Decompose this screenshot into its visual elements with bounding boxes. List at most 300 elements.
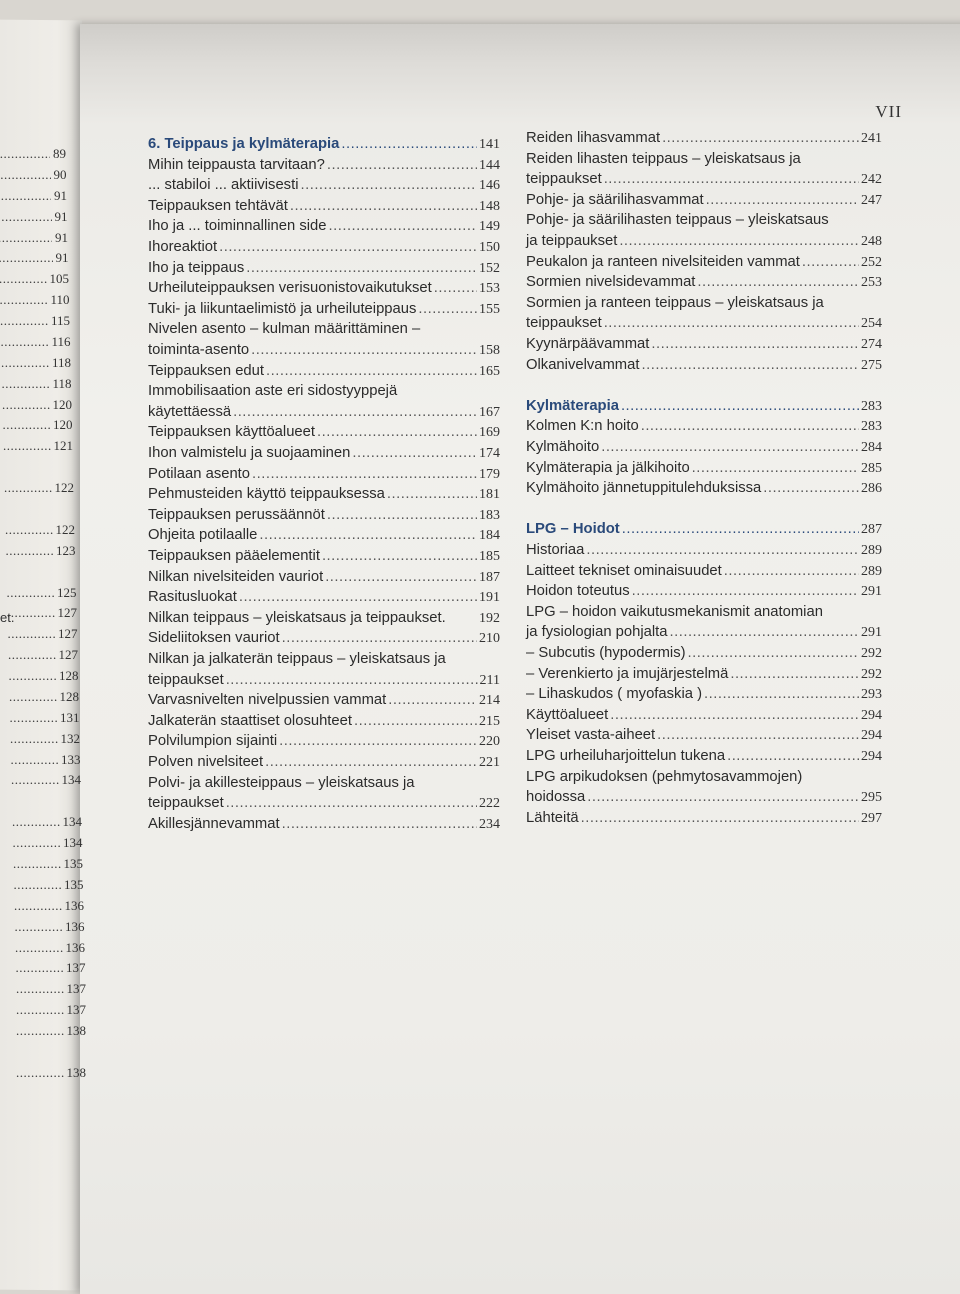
toc-section-heading bbox=[526, 521, 882, 541]
page-ref: 132 bbox=[60, 730, 80, 746]
page-ref: 134 bbox=[62, 814, 82, 830]
toc-entry-title: Hoidon toteutus bbox=[526, 583, 630, 600]
toc-entry-title: – Subcutis (hypodermis) bbox=[526, 645, 686, 661]
toc-entry bbox=[526, 460, 882, 480]
dot-leader bbox=[13, 856, 61, 872]
page-ref: 122 bbox=[55, 521, 75, 537]
dot-leader bbox=[3, 417, 51, 433]
toc-entry-title: Teippauksen edut bbox=[148, 362, 264, 379]
dot-leader bbox=[651, 336, 859, 352]
toc-entry-title: Rasitusluokat bbox=[148, 589, 237, 606]
dot-leader bbox=[9, 689, 57, 705]
toc-entry bbox=[148, 301, 500, 321]
left-page-number bbox=[11, 752, 81, 768]
toc-entry-title: Käyttöalueet bbox=[526, 706, 609, 723]
page-ref: 127 bbox=[57, 605, 77, 621]
left-page-number bbox=[16, 960, 86, 976]
dot-leader bbox=[282, 630, 477, 646]
left-page-number bbox=[1, 355, 71, 371]
left-page-number bbox=[3, 438, 73, 454]
dot-leader bbox=[621, 398, 859, 414]
toc-entry-title: Ihoreaktiot bbox=[148, 239, 218, 255]
toc-entry-title: Nilkan ja jalkaterän teippaus – yleiskatsaus ja bbox=[148, 651, 446, 667]
dot-leader bbox=[0, 271, 47, 287]
page-ref: 118 bbox=[51, 354, 71, 370]
toc-entry-page: 248 bbox=[861, 234, 882, 249]
dot-leader bbox=[252, 466, 477, 482]
toc-entry-title: 6. Teippaus ja kylmäterapia bbox=[148, 136, 340, 152]
toc-section-heading bbox=[148, 136, 500, 156]
toc-entry-title: Iho ja ... toiminnallinen side bbox=[148, 218, 327, 235]
toc-entry-page: 283 bbox=[861, 419, 882, 435]
page-ref: 110 bbox=[50, 292, 70, 308]
dot-leader bbox=[327, 157, 477, 173]
toc-entry-title: teippaukset bbox=[148, 795, 224, 812]
left-page-number bbox=[0, 313, 70, 329]
toc-entry-title: Sideliitoksen vauriot bbox=[148, 630, 280, 647]
toc-entry-title: – Lihaskudos ( myofaskia ) bbox=[526, 686, 702, 703]
toc-entry bbox=[148, 795, 500, 815]
dot-leader bbox=[0, 209, 52, 225]
dot-leader bbox=[4, 480, 52, 496]
toc-entry bbox=[526, 563, 882, 583]
toc-entry bbox=[148, 177, 500, 197]
dot-leader bbox=[704, 686, 859, 702]
toc-entry-page: 292 bbox=[861, 646, 882, 661]
page-ref: 91 bbox=[55, 250, 69, 266]
page-ref: 137 bbox=[66, 981, 86, 997]
toc-entry bbox=[526, 542, 882, 562]
left-page-number bbox=[1, 334, 71, 350]
toc-entry-title: Olkanivelvammat bbox=[526, 356, 640, 373]
toc-entry-page: 149 bbox=[479, 219, 500, 235]
dot-leader bbox=[802, 254, 859, 270]
page-ref: 118 bbox=[52, 375, 72, 391]
page-ref: 133 bbox=[61, 751, 81, 767]
left-page-number bbox=[12, 814, 82, 830]
toc-entry-page: 241 bbox=[861, 131, 882, 146]
toc-entry bbox=[148, 713, 500, 733]
toc-entry-title: ... stabiloi ... aktiivisesti bbox=[148, 177, 299, 194]
toc-entry-title: Polvilumpion sijainti bbox=[148, 733, 278, 750]
left-page-number bbox=[13, 835, 83, 851]
toc-entry-title: – Verenkierto ja imujärjestelmä bbox=[526, 665, 729, 682]
dot-leader bbox=[622, 521, 859, 537]
page-ref: 135 bbox=[63, 855, 83, 871]
dot-leader bbox=[8, 647, 56, 663]
toc-entry bbox=[526, 707, 882, 727]
left-page-number bbox=[16, 1023, 86, 1039]
toc-entry-title: Mihin teippausta tarvitaan? bbox=[148, 156, 325, 173]
toc-entry-page: 297 bbox=[861, 810, 882, 826]
page-ref: 115 bbox=[50, 313, 70, 329]
dot-leader bbox=[341, 136, 477, 152]
dot-leader bbox=[12, 814, 60, 830]
left-page-number bbox=[11, 772, 81, 788]
dot-leader bbox=[581, 810, 859, 826]
page-ref: 131 bbox=[60, 709, 80, 725]
toc-entry bbox=[526, 748, 882, 768]
toc-entry-page: 184 bbox=[479, 528, 500, 544]
dot-leader bbox=[0, 188, 51, 204]
toc-entry-title: Historiaa bbox=[526, 542, 585, 558]
toc-entry-title: Ohjeita potilaalle bbox=[148, 527, 258, 544]
toc-entry bbox=[148, 589, 500, 609]
toc-entry-title: käytettäessä bbox=[148, 403, 232, 420]
toc-entry-title: ja teippaukset bbox=[526, 233, 618, 249]
dot-leader bbox=[16, 1065, 64, 1081]
dot-leader bbox=[730, 666, 859, 682]
toc-entry bbox=[148, 692, 500, 712]
toc-entry bbox=[526, 810, 882, 830]
dot-leader bbox=[601, 439, 859, 455]
dot-leader bbox=[706, 192, 859, 208]
left-page-number bbox=[13, 856, 83, 872]
toc-entry bbox=[148, 754, 500, 774]
toc-entry-title: Polvi- ja akillesteippaus – yleiskatsaus ja bbox=[148, 774, 415, 791]
page-ref: 121 bbox=[53, 438, 73, 454]
left-page-number bbox=[0, 167, 67, 183]
toc-entry-page: 247 bbox=[861, 192, 882, 208]
dot-leader bbox=[697, 274, 859, 290]
dot-leader bbox=[219, 239, 477, 255]
dot-leader bbox=[259, 527, 477, 543]
toc-entry-title: Tuki- ja liikuntaelimistö ja urheiluteippaus bbox=[148, 300, 417, 317]
dot-leader bbox=[1, 355, 49, 371]
toc-entry-title: teippaukset bbox=[148, 671, 224, 688]
toc-entry-title: Reiden lihasten teippaus – yleiskatsaus ja bbox=[526, 150, 801, 167]
toc-entry-title: Nivelen asento – kulman määrittäminen – bbox=[148, 321, 421, 338]
dot-leader bbox=[226, 795, 477, 811]
dot-leader bbox=[11, 772, 59, 788]
toc-entry-title: Reiden lihasvammat bbox=[526, 130, 661, 146]
toc-entry bbox=[526, 274, 882, 294]
toc-entry-page: 148 bbox=[479, 198, 500, 214]
toc-entry-page: 222 bbox=[479, 796, 500, 812]
dot-leader bbox=[662, 130, 859, 146]
left-fragment: et. bbox=[0, 610, 15, 625]
left-page-number bbox=[0, 209, 68, 225]
toc-entry-page: 181 bbox=[479, 487, 500, 503]
page-ref: 89 bbox=[53, 146, 66, 161]
dot-leader bbox=[13, 835, 61, 851]
left-page-number bbox=[8, 626, 78, 642]
dot-leader bbox=[14, 877, 62, 893]
toc-entry bbox=[526, 666, 882, 686]
toc-entry-title: Nilkan nivelsiteiden vauriot bbox=[148, 568, 324, 585]
toc-entry-page: 169 bbox=[479, 425, 500, 441]
toc-entry-page: 152 bbox=[479, 260, 500, 276]
toc-entry-title: Kylmähoito jännetuppitulehduksissa bbox=[526, 480, 762, 497]
dot-leader bbox=[388, 692, 477, 708]
toc-entry bbox=[526, 151, 882, 171]
dot-leader bbox=[0, 146, 50, 162]
toc-entry-title: Kylmäterapia bbox=[526, 397, 619, 414]
dot-leader bbox=[657, 727, 859, 743]
toc-entry bbox=[148, 527, 500, 547]
toc-entry bbox=[148, 260, 500, 280]
toc-entry-title: Pohje- ja säärilihasvammat bbox=[526, 191, 704, 208]
page-ref: 105 bbox=[49, 271, 69, 287]
dot-leader bbox=[16, 1002, 64, 1018]
toc-entry-page: 146 bbox=[479, 178, 500, 194]
toc-entry-title: LPG – hoidon vaikutusmekanismit anatomian bbox=[526, 603, 823, 620]
toc-entry bbox=[526, 336, 882, 356]
toc-entry-page: 221 bbox=[479, 755, 500, 770]
toc-section-heading bbox=[526, 398, 882, 418]
toc-entry bbox=[526, 789, 882, 809]
left-page-number bbox=[15, 940, 85, 956]
toc-entry bbox=[526, 233, 882, 253]
dot-leader bbox=[692, 460, 859, 476]
dot-leader bbox=[641, 418, 859, 434]
left-page-number bbox=[0, 271, 69, 287]
page-ref: 138 bbox=[66, 1064, 86, 1080]
toc-entry-page: 211 bbox=[479, 672, 500, 688]
toc-entry-title: hoidossa bbox=[526, 789, 586, 806]
toc-entry bbox=[148, 280, 500, 300]
page-ref: 122 bbox=[54, 480, 74, 496]
toc-entry-title: Laitteet tekniset ominaisuudet bbox=[526, 562, 722, 579]
toc-entry-page: 214 bbox=[479, 693, 500, 709]
toc-entry bbox=[526, 686, 882, 706]
toc-entry-page: 167 bbox=[479, 404, 500, 420]
dot-leader bbox=[325, 569, 477, 585]
dot-leader bbox=[15, 919, 63, 935]
left-page-number bbox=[14, 898, 84, 914]
toc-entry bbox=[526, 192, 882, 212]
toc-entry-page: 174 bbox=[479, 446, 500, 461]
toc-entry bbox=[148, 733, 500, 753]
toc-entry-page: 210 bbox=[479, 631, 500, 647]
left-page-number bbox=[2, 397, 72, 413]
toc-entry bbox=[148, 816, 500, 836]
toc-entry bbox=[148, 507, 500, 527]
toc-entry-title: LPG arpikudoksen (pehmytosavammojen) bbox=[526, 768, 803, 785]
toc-entry-page: 187 bbox=[479, 569, 500, 585]
left-page-number bbox=[10, 710, 80, 726]
dot-leader bbox=[5, 522, 53, 538]
toc-entry-title: Teippauksen perussäännöt bbox=[148, 506, 325, 523]
dot-leader bbox=[2, 376, 50, 392]
toc-entry-page: 234 bbox=[479, 816, 500, 832]
toc-entry bbox=[526, 439, 882, 459]
toc-entry bbox=[148, 342, 500, 362]
toc-entry-title: Polven nivelsiteet bbox=[148, 754, 264, 770]
toc-entry-page: 252 bbox=[861, 254, 882, 270]
toc-entry-page: 294 bbox=[861, 707, 882, 723]
toc-entry-page: 293 bbox=[861, 687, 882, 703]
dot-leader bbox=[10, 710, 58, 726]
dot-leader bbox=[604, 315, 859, 331]
toc-entry-page: 141 bbox=[479, 137, 500, 152]
dot-leader bbox=[3, 438, 51, 454]
dot-leader bbox=[0, 250, 53, 266]
toc-entry bbox=[148, 672, 500, 692]
toc-entry-title: Akillesjännevammat bbox=[148, 815, 280, 832]
dot-leader bbox=[586, 542, 859, 558]
dot-leader bbox=[266, 363, 477, 379]
dot-leader bbox=[387, 486, 477, 502]
page-ref: 125 bbox=[57, 584, 77, 600]
toc-entry-title: Pohje- ja säärilihasten teippaus – yleiskatsaus bbox=[526, 212, 829, 229]
toc-entry bbox=[148, 198, 500, 218]
page-ref: 116 bbox=[51, 333, 71, 349]
page-ref: 135 bbox=[64, 876, 84, 892]
toc-entry bbox=[526, 727, 882, 747]
dot-leader bbox=[688, 645, 859, 661]
toc-entry-title: Kyynärpäävammat bbox=[526, 336, 650, 352]
toc-entry-page: 254 bbox=[861, 316, 882, 332]
toc-entry-title: ja fysiologian pohjalta bbox=[526, 624, 668, 641]
toc-entry-page: 289 bbox=[861, 563, 882, 579]
dot-leader bbox=[434, 280, 477, 296]
dot-leader bbox=[279, 733, 477, 749]
dot-leader bbox=[11, 752, 59, 768]
toc-entry-title: Kolmen K:n hoito bbox=[526, 418, 639, 435]
toc-entry bbox=[526, 130, 882, 150]
toc-entry-page: 291 bbox=[861, 584, 882, 600]
toc-entry bbox=[148, 218, 500, 238]
left-page-number bbox=[0, 230, 68, 246]
toc-entry-title: Iho ja teippaus bbox=[148, 259, 245, 276]
toc-entry-page: 294 bbox=[861, 749, 882, 764]
toc-entry bbox=[526, 480, 882, 500]
toc-entry-title: teippaukset bbox=[526, 171, 602, 188]
left-page-number bbox=[3, 417, 73, 433]
toc-entry-title: Sormien ja ranteen teippaus – yleiskatsaus ja bbox=[526, 294, 824, 311]
dot-leader bbox=[16, 981, 64, 997]
page-ref: 91 bbox=[55, 229, 68, 245]
toc-entry-title: Potilaan asento bbox=[148, 465, 251, 482]
left-page-number bbox=[7, 605, 77, 621]
toc-entry-page: 165 bbox=[479, 363, 500, 379]
page-ref: 136 bbox=[65, 939, 85, 955]
toc-entry-title: Ihon valmistelu ja suojaaminen bbox=[148, 445, 351, 461]
dot-leader bbox=[251, 342, 477, 358]
toc-entry bbox=[526, 357, 882, 377]
dot-leader bbox=[632, 583, 859, 599]
dot-leader bbox=[763, 480, 859, 496]
toc-entry-page: 283 bbox=[861, 398, 882, 414]
page-ref: 137 bbox=[66, 1002, 86, 1018]
toc-entry bbox=[148, 445, 500, 465]
dot-leader bbox=[418, 301, 477, 317]
dot-leader bbox=[327, 507, 477, 523]
toc-entry-title: Nilkan teippaus – yleiskatsaus ja teippaukset. bbox=[148, 609, 446, 626]
toc-entry bbox=[148, 363, 500, 383]
left-page-number bbox=[0, 292, 70, 308]
page-ref: 120 bbox=[52, 396, 72, 412]
left-page-number bbox=[15, 919, 85, 935]
dot-leader bbox=[290, 198, 477, 214]
left-page-number bbox=[9, 668, 79, 684]
toc-entry bbox=[526, 769, 882, 789]
dot-leader bbox=[0, 167, 51, 183]
dot-leader bbox=[9, 668, 57, 684]
toc-entry-page: 242 bbox=[861, 172, 882, 188]
left-page-number bbox=[8, 647, 78, 663]
dot-leader bbox=[329, 218, 478, 234]
toc-entry bbox=[148, 321, 500, 341]
dot-leader bbox=[1, 334, 49, 350]
dot-leader bbox=[16, 960, 64, 976]
toc-entry-title: Lähteitä bbox=[526, 809, 579, 826]
left-page-number bbox=[14, 877, 84, 893]
toc-entry-page: 286 bbox=[861, 481, 882, 497]
toc-entry bbox=[148, 404, 500, 424]
left-page-number bbox=[7, 585, 77, 601]
toc-entry-title: Kylmähoito bbox=[526, 439, 600, 455]
toc-entry-page: 191 bbox=[479, 590, 500, 606]
left-page-number bbox=[16, 1065, 86, 1081]
left-page-number bbox=[0, 146, 66, 162]
dot-leader bbox=[352, 445, 477, 461]
dot-leader bbox=[641, 357, 859, 373]
dot-leader bbox=[282, 816, 477, 832]
page-ref: 136 bbox=[64, 897, 84, 913]
toc-entry-title: Varvasnivelten nivelpussien vammat bbox=[148, 692, 387, 709]
dot-leader bbox=[2, 397, 50, 413]
toc-entry bbox=[148, 630, 500, 650]
toc-entry-title: Sormien nivelsidevammat bbox=[526, 274, 696, 291]
toc-entry-page: 185 bbox=[479, 549, 500, 564]
toc-entry-title: Peukalon ja ranteen nivelsiteiden vammat bbox=[526, 253, 800, 270]
left-page-number bbox=[6, 543, 76, 559]
left-page-number bbox=[5, 522, 75, 538]
dot-leader bbox=[246, 260, 477, 276]
page-ref: 120 bbox=[53, 417, 73, 433]
toc-entry-title: Teippauksen käyttöalueet bbox=[148, 424, 315, 441]
toc-entry bbox=[148, 651, 500, 671]
toc-entry-title: Urheiluteippauksen verisuonistovaikutukset bbox=[148, 280, 432, 297]
dot-leader bbox=[587, 789, 859, 805]
page-ref: 91 bbox=[54, 208, 68, 224]
toc-entry-page: 179 bbox=[479, 466, 500, 482]
toc-entry-title: Yleiset vasta-aiheet bbox=[526, 727, 656, 744]
toc-entry bbox=[526, 171, 882, 191]
dot-leader bbox=[317, 424, 477, 440]
dot-leader bbox=[724, 563, 859, 579]
toc-entry bbox=[526, 295, 882, 315]
dot-leader bbox=[670, 624, 860, 640]
toc-entry bbox=[148, 424, 500, 444]
dot-leader bbox=[354, 713, 477, 729]
page-ref: 90 bbox=[53, 166, 67, 182]
toc-entry-page: 284 bbox=[861, 440, 882, 455]
toc-entry-title: teippaukset bbox=[526, 315, 602, 332]
page-ref: 134 bbox=[61, 772, 81, 788]
toc-entry-page: 220 bbox=[479, 734, 500, 750]
toc-entry bbox=[148, 610, 500, 630]
page-ref: 136 bbox=[65, 918, 85, 934]
page-ref: 91 bbox=[54, 187, 67, 203]
dot-leader bbox=[0, 313, 48, 329]
toc-entry bbox=[148, 239, 500, 259]
dot-leader bbox=[0, 230, 52, 246]
page-ref: 128 bbox=[59, 688, 79, 704]
left-page-number bbox=[4, 480, 74, 496]
toc-entry-page: 292 bbox=[861, 666, 882, 682]
toc-entry-title: Kylmäterapia ja jälkihoito bbox=[526, 459, 690, 476]
page-ref: 123 bbox=[56, 542, 76, 558]
toc-entry-page: 144 bbox=[479, 157, 500, 173]
dot-leader bbox=[322, 548, 477, 564]
dot-leader bbox=[604, 171, 859, 187]
dot-leader bbox=[265, 754, 477, 770]
page-ref: 127 bbox=[58, 626, 78, 642]
toc-entry-page: 291 bbox=[861, 625, 882, 641]
